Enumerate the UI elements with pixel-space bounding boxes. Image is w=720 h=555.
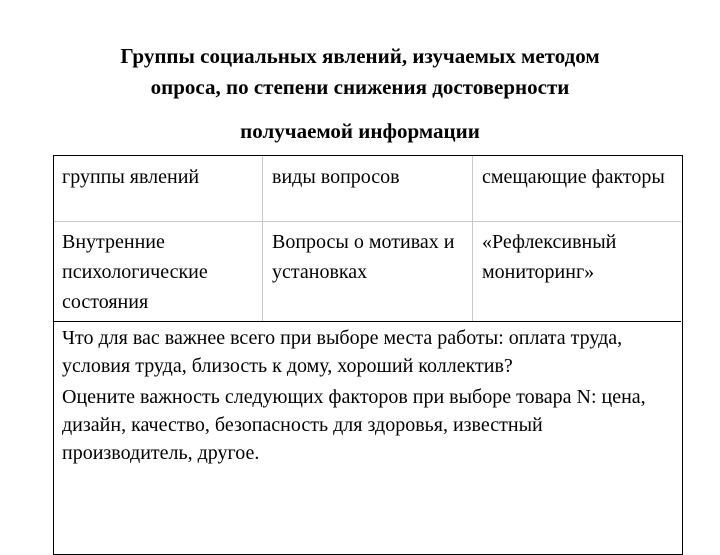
title-line-1: Группы социальных явлений, изучаемых методом bbox=[120, 44, 600, 68]
header-cell-question-types: виды вопросов bbox=[272, 166, 400, 188]
header-cell-biasing-factors: смещающие факторы bbox=[482, 166, 665, 188]
phenomena-table bbox=[53, 155, 683, 555]
row-divider bbox=[54, 221, 681, 222]
examples-cell bbox=[62, 324, 677, 467]
column-divider bbox=[262, 156, 263, 322]
cell-biasing-factor: «Рефлексивный мониторинг» bbox=[482, 231, 617, 283]
header-cell-phenomena-groups: группы явлений bbox=[62, 166, 200, 188]
title-line-3: получаемой информации bbox=[240, 119, 480, 143]
title-line-2: опроса, по степени снижения достоверности bbox=[150, 75, 570, 99]
document-title bbox=[60, 41, 660, 103]
cell-question-type: Вопросы о мотивах и установках bbox=[272, 231, 455, 283]
example-question: Оцените важность следующих факторов при выборе товара N: цена, дизайн, качество, безопасность для здоровья, известный производитель, другое. bbox=[62, 386, 646, 464]
example-question: Что для вас важнее всего при выборе места работы: оплата труда, условия труда, близость к дому, хороший коллектив? bbox=[62, 327, 623, 377]
cell-phenomena-group: Внутренние психологические состояния bbox=[62, 231, 208, 313]
row-divider bbox=[54, 321, 681, 322]
column-divider bbox=[472, 156, 473, 322]
